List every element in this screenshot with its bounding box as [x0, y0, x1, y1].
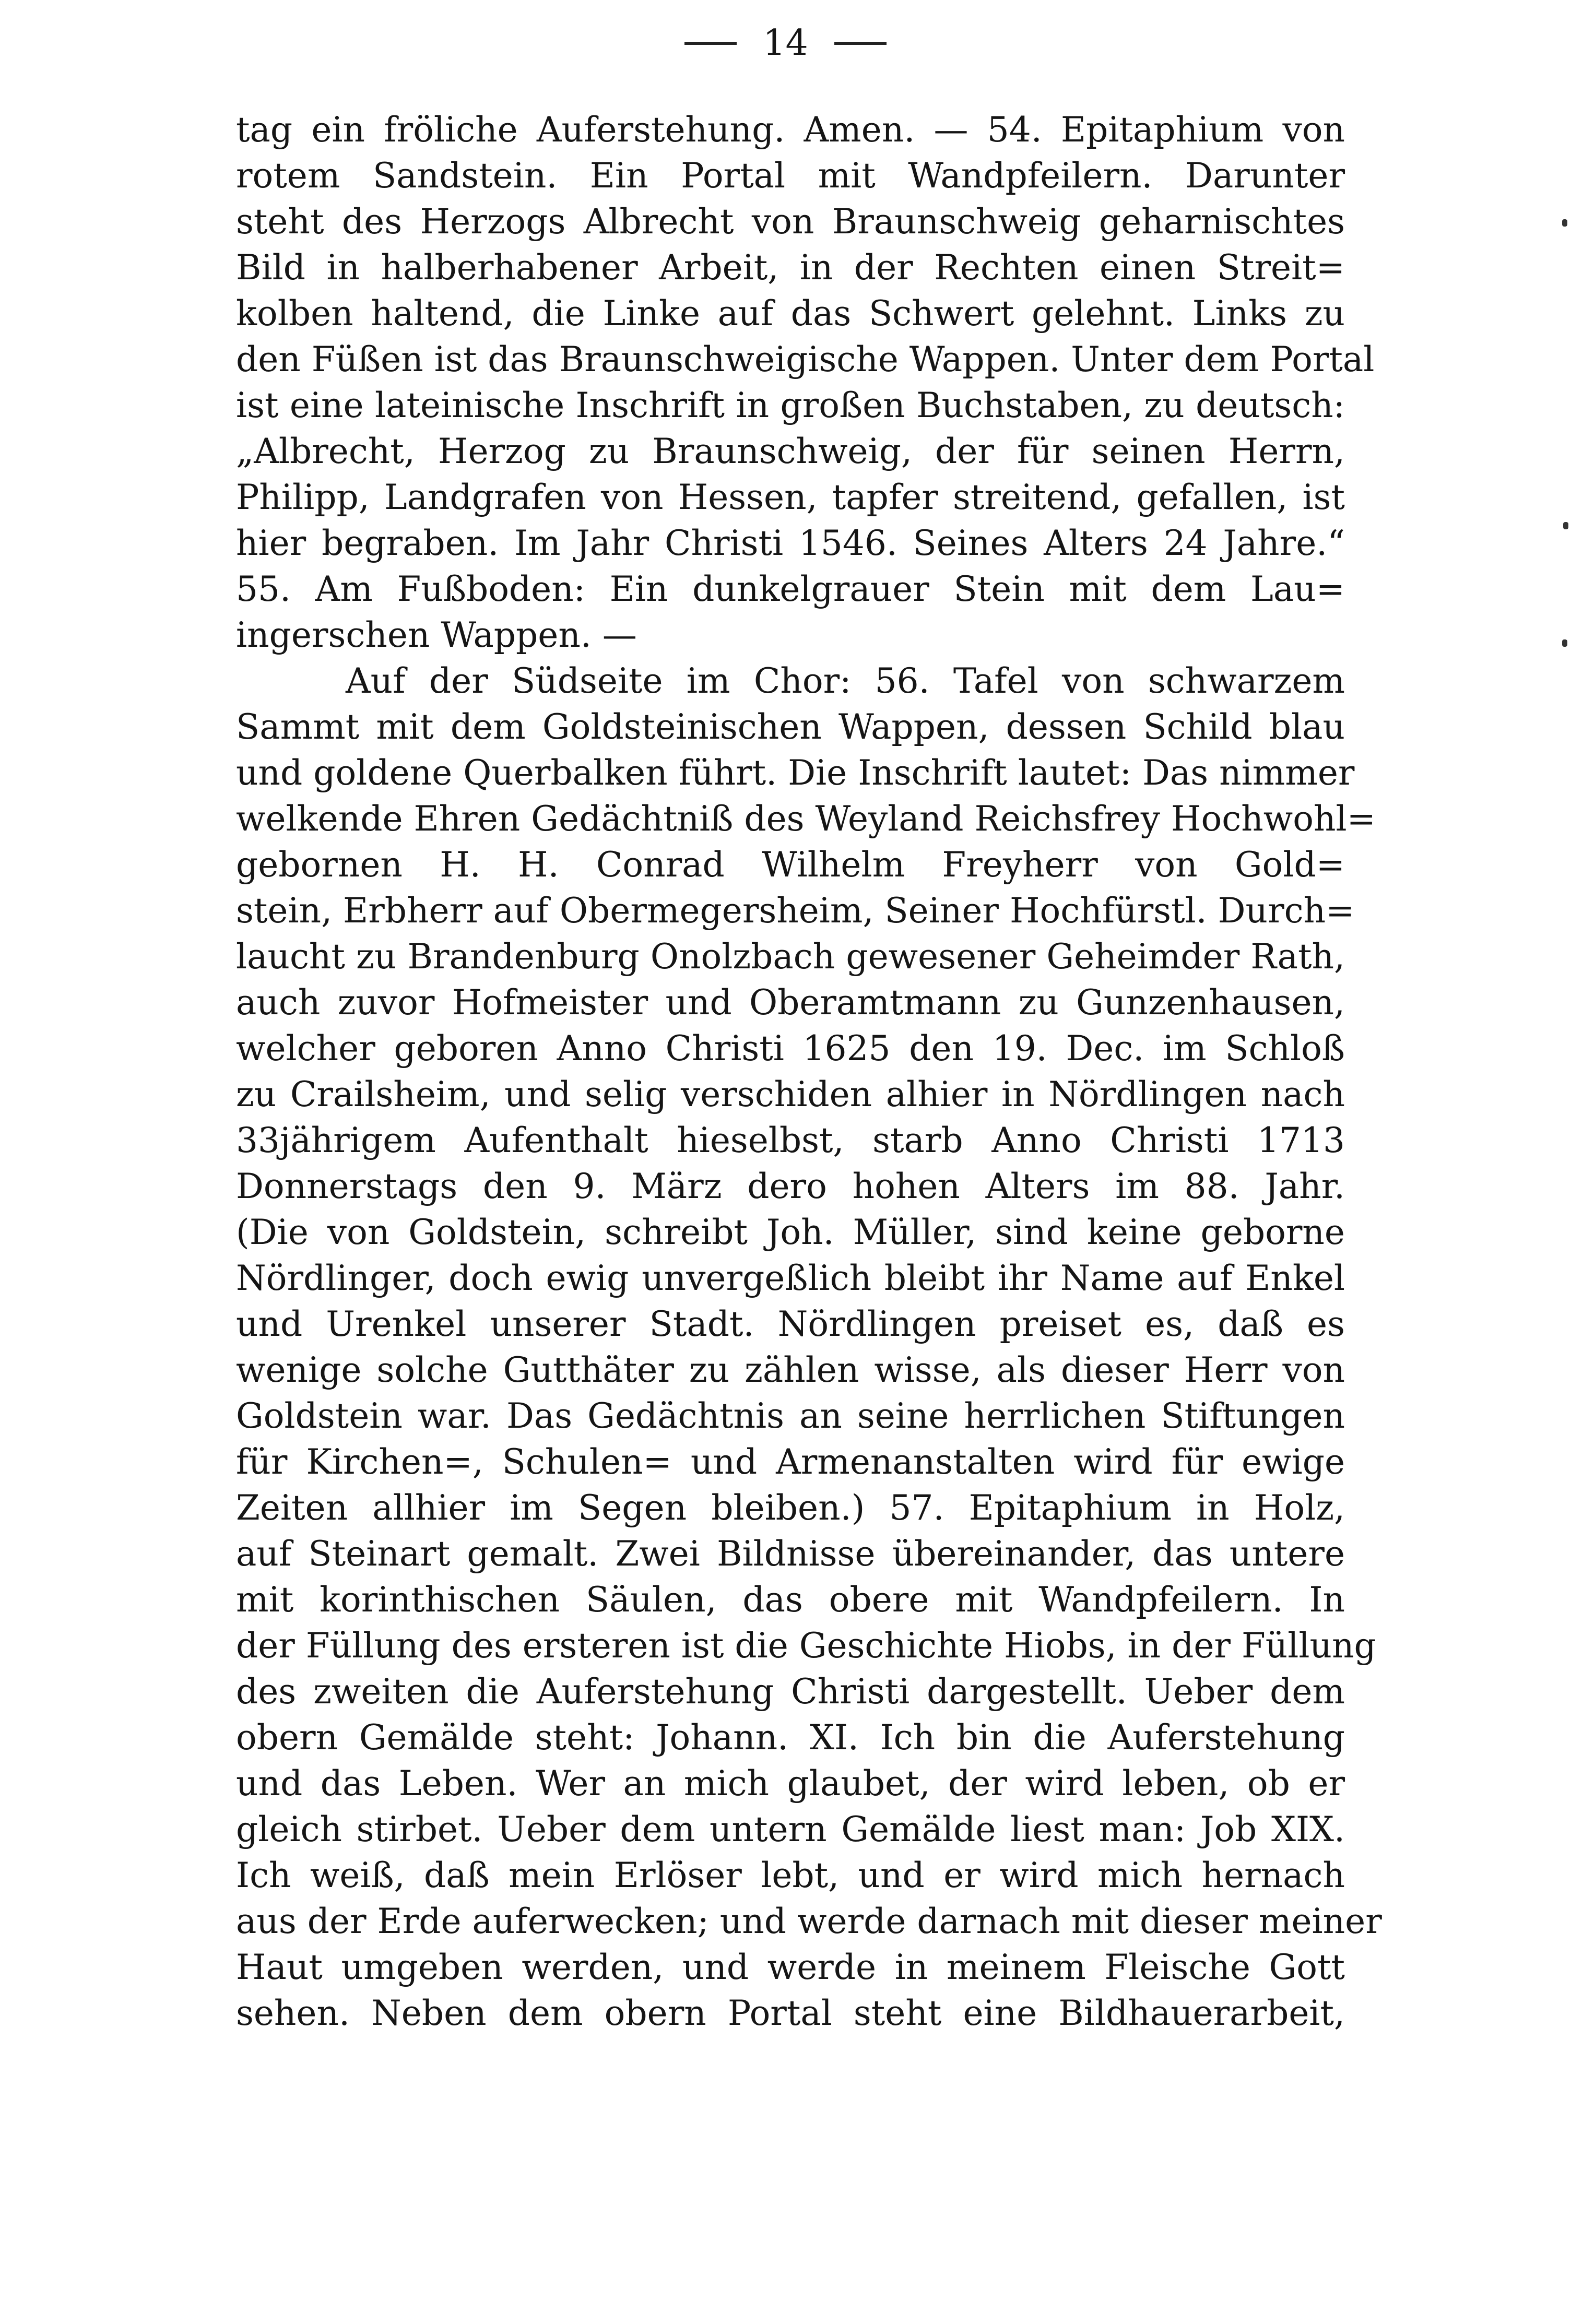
- text-line: auch zuvor Hofmeister und Oberamtmann zu Gunzenhausen,: [236, 982, 1345, 1023]
- text-line: Philipp, Landgrafen von Hessen, tapfer streitend, gefallen, ist: [236, 477, 1345, 517]
- text-line: welcher geboren Anno Christi 1625 den 19. Dec. im Schloß: [236, 1028, 1345, 1069]
- text-line: kolben haltend, die Linke auf das Schwert gelehnt. Links zu: [236, 293, 1345, 334]
- text-line: Goldstein war. Das Gedächtnis an seine herrlichen Stiftungen: [236, 1396, 1345, 1436]
- text-line: rotem Sandstein. Ein Portal mit Wandpfeilern. Darunter: [236, 156, 1345, 196]
- text-line: für Kirchen=, Schulen= und Armenanstalten wird für ewige: [236, 1442, 1345, 1482]
- text-line: mit korinthischen Säulen, das obere mit Wandpfeilern. In: [236, 1580, 1345, 1620]
- text-line: Haut umgeben werden, und werde in meinem Fleische Gott: [236, 1947, 1345, 1987]
- text-line: stein, Erbherr auf Obermegersheim, Seiner Hochfürstl. Durch=: [236, 891, 1355, 931]
- text-line: Nördlinger, doch ewig unvergeßlich bleibt ihr Name auf Enkel: [236, 1258, 1345, 1298]
- text-line: welkende Ehren Gedächtniß des Weyland Reichsfrey Hochwohl=: [236, 799, 1376, 839]
- text-line: sehen. Neben dem obern Portal steht eine Bildhauerarbeit,: [236, 1993, 1345, 2033]
- text-line: Bild in halberhabener Arbeit, in der Rechten einen Streit=: [236, 247, 1345, 288]
- text-line: des zweiten die Auferstehung Christi dargestellt. Ueber dem: [236, 1671, 1345, 1712]
- text-line: und das Leben. Wer an mich glaubet, der wird leben, ob er: [236, 1763, 1345, 1804]
- text-line: auf Steinart gemalt. Zwei Bildnisse übereinander, das untere: [236, 1534, 1345, 1574]
- text-line: Donnerstags den 9. März dero hohen Alters im 88. Jahr.: [236, 1166, 1345, 1206]
- text-line: Sammt mit dem Goldsteinischen Wappen, dessen Schild blau: [236, 707, 1345, 747]
- text-line: tag ein fröliche Auferstehung. Amen. — 54. Epitaphium von: [236, 110, 1345, 150]
- text-line: Ich weiß, daß mein Erlöser lebt, und er wird mich hernach: [236, 1855, 1345, 1895]
- body-text: [236, 107, 1382, 2036]
- page-number: 14: [763, 22, 808, 64]
- text-line: ist eine lateinische Inschrift in großen Buchstaben, zu deutsch:: [236, 385, 1345, 425]
- text-line: 55. Am Fußboden: Ein dunkelgrauer Stein mit dem Lau=: [236, 569, 1345, 609]
- scan-speck: [1562, 639, 1567, 647]
- text-line: gebornen H. H. Conrad Wilhelm Freyherr von Gold=: [236, 845, 1345, 885]
- text-line: und goldene Querbalken führt. Die Inschrift lautet: Das nimmer: [236, 753, 1355, 793]
- text-line: 33jährigem Aufenthalt hieselbst, starb Anno Christi 1713: [236, 1120, 1345, 1160]
- text-line: (Die von Goldstein, schreibt Joh. Müller, sind keine geborne: [236, 1212, 1345, 1252]
- scan-speck: [1563, 522, 1568, 529]
- text-line: laucht zu Brandenburg Onolzbach gewesener Geheimder Rath,: [236, 936, 1345, 977]
- text-line: aus der Erde auferwecken; und werde darnach mit dieser meiner: [236, 1901, 1382, 1941]
- text-line: den Füßen ist das Braunschweigische Wappen. Unter dem Portal: [236, 339, 1375, 380]
- text-line: und Urenkel unserer Stadt. Nördlingen preiset es, daß es: [236, 1304, 1345, 1344]
- text-line: der Füllung des ersteren ist die Geschichte Hiobs, in der Füllung: [236, 1626, 1376, 1666]
- scan-speck: [1562, 219, 1567, 227]
- text-line: Auf der Südseite im Chor: 56. Tafel von schwarzem: [346, 661, 1345, 701]
- text-line: „Albrecht, Herzog zu Braunschweig, der für seinen Herrn,: [236, 431, 1345, 471]
- text-line: wenige solche Gutthäter zu zählen wisse, als dieser Herr von: [236, 1350, 1345, 1390]
- text-line: hier begraben. Im Jahr Christi 1546. Seines Alters 24 Jahre.“: [236, 523, 1345, 563]
- text-line: gleich stirbet. Ueber dem untern Gemälde liest man: Job XIX.: [236, 1809, 1345, 1849]
- text-line: Zeiten allhier im Segen bleiben.) 57. Epitaphium in Holz,: [236, 1488, 1345, 1528]
- text-line: zu Crailsheim, und selig verschiden alhier in Nördlingen nach: [236, 1074, 1345, 1114]
- text-line: ingerschen Wappen. —: [236, 615, 637, 655]
- text-line: obern Gemälde steht: Johann. XI. Ich bin die Auferstehung: [236, 1717, 1345, 1758]
- page-header: [0, 20, 1571, 67]
- header-dash-left: [684, 42, 737, 45]
- header-dash-right: [834, 42, 887, 45]
- text-line: steht des Herzogs Albrecht von Braunschweig geharnischtes: [236, 201, 1345, 242]
